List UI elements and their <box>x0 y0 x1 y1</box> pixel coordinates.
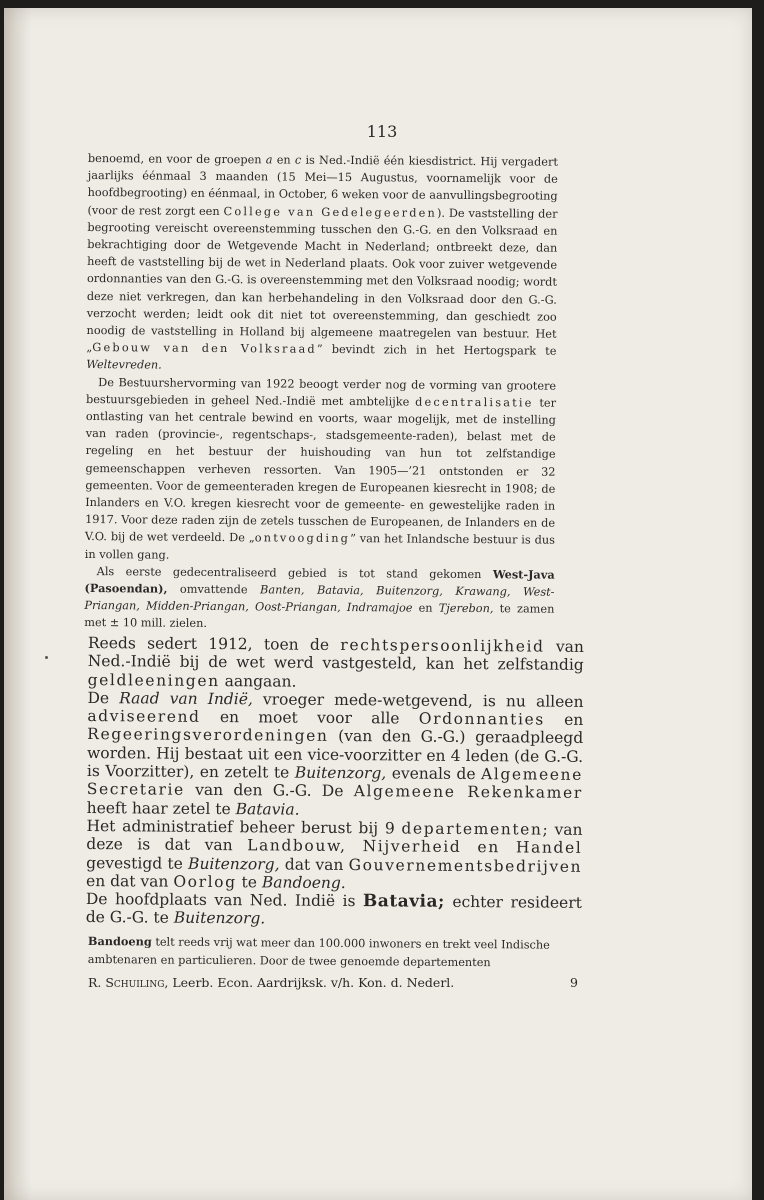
small-print-section <box>84 150 558 635</box>
paragraph-volksraad: benoemd, en voor de groepen a en c is Ned.-Indië één kiesdistrict. Hij vergadert jaarlijks éénmaal 3 maanden (15 Mei—15 Augustus, voornamelijk voor de hoofdbegrooting) en éénmaal, in October, 6 weken voor de aanvullingsbegrooting (voor de rest zorgt een College van Gedelegeerden). De vaststelling der begrooting vereischt overeenstemming tusschen den G.-G. en den Volksraad en bekrachtiging door de Wetgevende Macht in Nederland; ontbreekt deze, dan heeft de vaststelling bij de wet in Nederland plaats. Ook voor zuiver wetgevende ordonnanties van den G.-G. is overeenstemming met den Volksraad noodig; wordt deze niet verkregen, dan kan herbehandeling in den Volksraad door den G.-G. verzocht werden; leidt ook dit niet tot overeenstemming, dan geschiedt zoo noodig de vaststelling in Holland bij algemeene maatregelen van bestuur. Het „Gebouw van den Volksraad” bevindt zich in het Hertogspark te Weltevreden. <box>86 151 558 373</box>
paragraph-hoofdplaats: De hoofdplaats van Ned. Indië is Batavia; echter resideert de G.-G. te Buitenzorg. <box>85 890 582 928</box>
paragraph-west-java: Als eerste gedecentraliseerd gebied is tot stand gekomen West-Java (Pasoendan), omvattende Banten, Batavia, Buitenzorg, Krawang, West-Priangan, Midden-Priangan, Oost-Priangan, Indramajoe en Tjerebon, te zamen met ± 10 mill. zielen. <box>84 564 555 631</box>
footnote-bandoeng: Bandoeng telt reeds vrij wat meer dan 100.000 inwoners en trekt veel Indische ambtenaren en particulieren. Door de twee genoemde departementen <box>87 933 550 969</box>
page-number: 113 <box>366 122 398 141</box>
large-print-section <box>86 634 584 931</box>
paragraph-raad-van-indie: De Raad van Indië, vroeger mede-wetgevend, is nu alleen adviseerend en moet voor alle Ordonnanties en Regeeringsverordeningen (van den G.-G.) geraadpleegd worden. Hij bestaat uit een vice-voorzitter en 4 leden (de G.-G. is Voorzitter), en zetelt te Buitenzorg, evenals de Algemeene Secretarie van den G.-G. De Algemeene Rekenkamer heeft haar zetel te Batavia. <box>86 688 584 819</box>
paragraph-rechtspersoonlijkheid: Reeds sedert 1912, toen de rechtspersoonlijkheid van Ned.-Indië bij de wet werd vastgesteld, kan het zelfstandig geldleeningen aangaan. <box>87 634 584 691</box>
sheet-number: 9 <box>570 975 578 990</box>
book-title: , Leerb. Econ. Aardrijksk. v/h. Kon. d. Nederl. <box>164 975 455 990</box>
paragraph-departementen: Het administratief beheer berust bij 9 departementen; van deze is dat van Landbouw, Nijverheid en Handel gevestigd te Buitenzorg, dat van Gouvernementsbedrijven en dat van Oorlog te Bandoeng. <box>85 816 583 892</box>
margin-speck <box>45 656 48 659</box>
author-name: Schuiling <box>105 975 165 990</box>
paragraph-bestuurshervorming: De Bestuurshervorming van 1922 beoogt verder nog de vorming van grootere bestuursgebieden in geheel Ned.-Indië met ambtelijke decentralisatie ter ontlasting van het centrale bewind en voorts, waar mogelijk, met de instelling van raden (provincie-, regentschaps-, stadsgemeente-raden), belast met de regeling en het bestuur der huishouding van hun tot zelfstandige gemeenschappen verheven ressorten. Van 1905—’21 ontstonden er 32 gemeenten. Voor de gemeenteraden kregen de Europeanen kiesrecht in 1908; de Inlanders en V.O. kregen kiesrecht voor de gemeente- en gewestelijke raden in 1917. Voor deze raden zijn de zetels tusschen de Europeanen, de Inlanders en de V.O. bij de wet verdeeld. De „ontvoogding” van het Inlandsche bestuur is dus in vollen gang. <box>84 375 557 562</box>
